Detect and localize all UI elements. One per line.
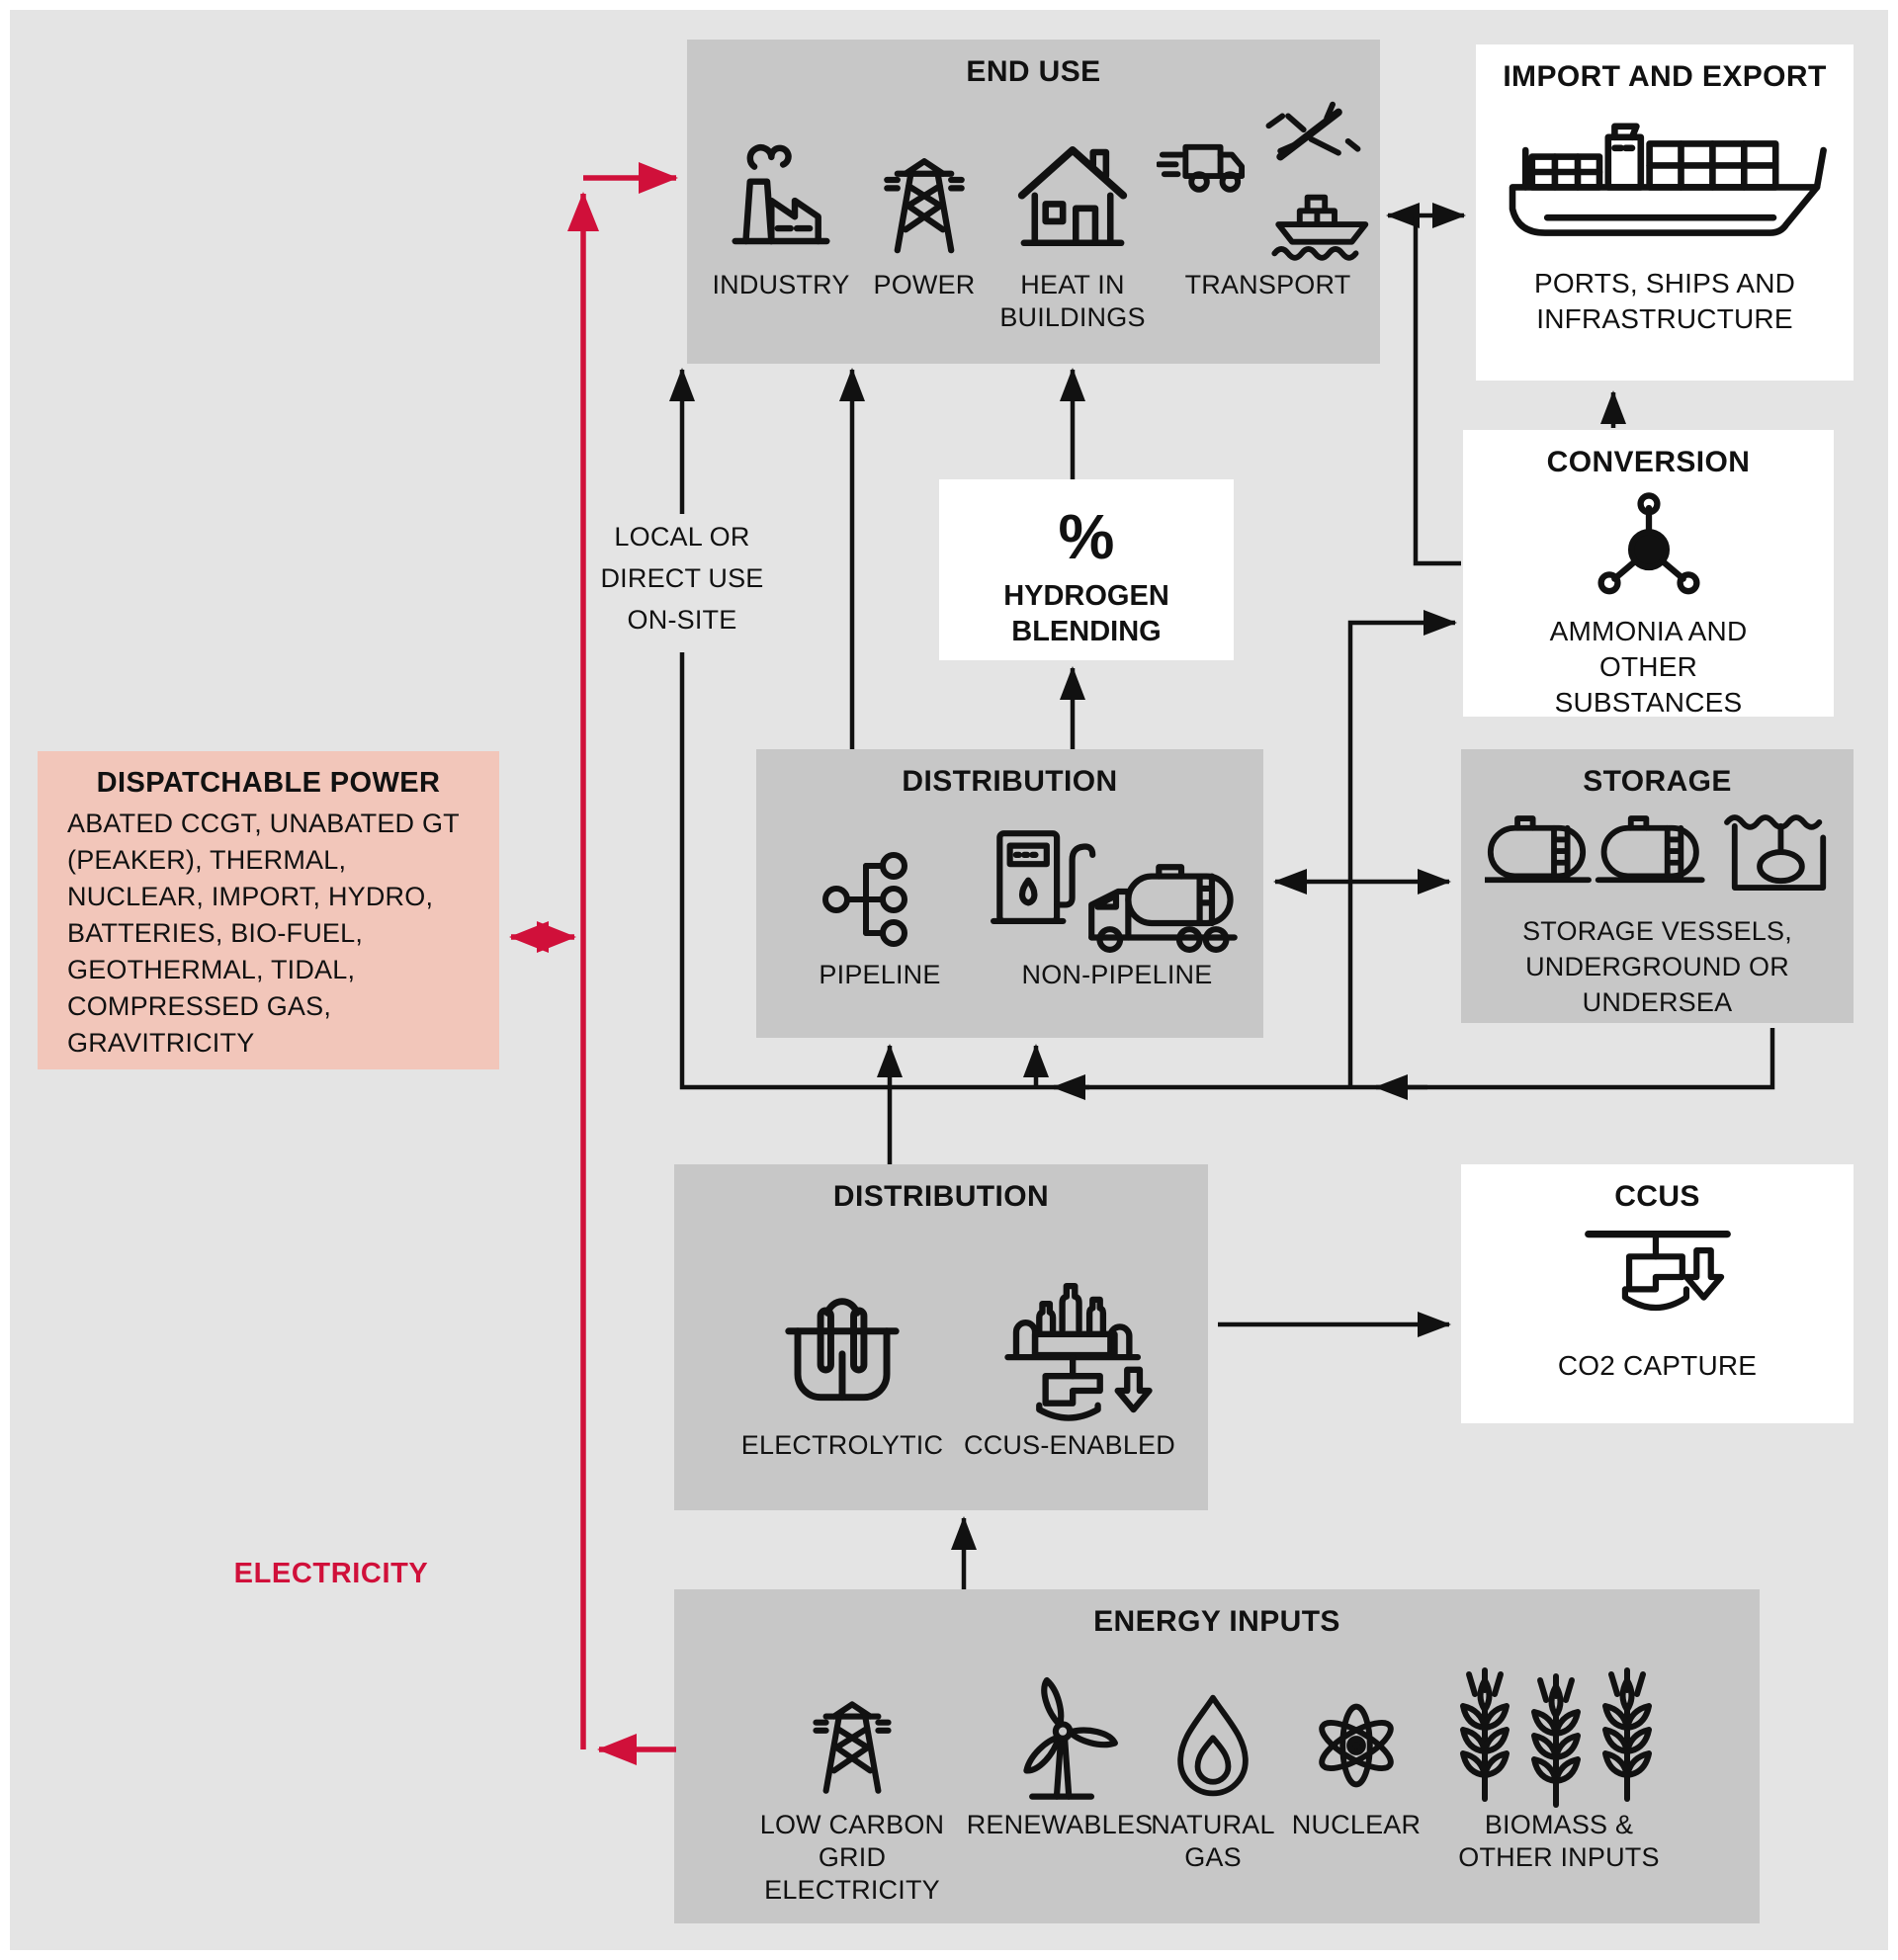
house-icon: [1002, 91, 1143, 269]
atom-icon: [1293, 1641, 1420, 1809]
biomass-label: BIOMASS & OTHER INPUTS: [1458, 1810, 1660, 1872]
storage-tanks-icon: [1461, 810, 1854, 897]
flame-icon: [1156, 1641, 1270, 1809]
container-ship-icon: [1476, 118, 1854, 248]
end-use-title: END USE: [966, 55, 1101, 88]
dispatchable-power-box: [38, 751, 499, 1069]
conversion-box: [1463, 430, 1834, 717]
conversion-title: CONVERSION: [1546, 446, 1751, 478]
electrolytic-label: ELECTROLYTIC: [740, 1430, 944, 1460]
electricity-label: ELECTRICITY: [233, 1558, 429, 1589]
nuclear-label: NUCLEAR: [1291, 1810, 1422, 1839]
hydrogen-blending-title: HYDROGEN BLENDING: [1003, 580, 1169, 647]
distribution-upper-box: [756, 749, 1263, 1038]
power-label: POWER: [873, 270, 976, 299]
renewables-label: RENEWABLES: [966, 1810, 1154, 1839]
distribution-lower-title: DISTRIBUTION: [832, 1180, 1050, 1213]
distribution-lower-box: [674, 1164, 1208, 1510]
hydrogen-blending-box: [939, 479, 1234, 660]
factory-icon: [712, 91, 850, 269]
distribution-item-electrolytic: [733, 1220, 951, 1462]
energy-item-nuclear: [1277, 1641, 1435, 1907]
import-export-caption: PORTS, SHIPS AND INFRASTRUCTURE: [1533, 268, 1796, 334]
energy-inputs-title: ENERGY INPUTS: [1093, 1605, 1340, 1638]
end-use-item-industry: [702, 91, 860, 334]
transport-label: TRANSPORT: [1184, 270, 1351, 299]
pylon-icon: [862, 91, 987, 269]
local-use-label: LOCAL OR DIRECT USE ON-SITE: [600, 522, 764, 635]
energy-inputs-box: [674, 1589, 1760, 1923]
percent-icon: %: [1058, 501, 1115, 572]
dispatchable-power-body: ABATED CCGT, UNABATED GT (PEAKER), THERMAL, NUCLEAR, IMPORT, HYDRO, BATTERIES, BIO-FUEL, GEOTHERMAL, TIDAL, COMPRESSED GAS, GRAVITRICITY: [67, 809, 460, 1058]
end-use-items: [687, 91, 1380, 334]
wheat-icon: [1455, 1641, 1663, 1809]
ccus-plant-icon: [981, 1220, 1159, 1429]
distribution-item-pipeline: [786, 803, 974, 991]
pump-tanker-icon: [990, 803, 1245, 959]
end-use-box: [687, 40, 1380, 364]
ccus-enabled-label: CCUS-ENABLED: [964, 1430, 1175, 1460]
grid-electricity-label: LOW CARBON GRID ELECTRICITY: [759, 1810, 945, 1905]
co2-capture-icon: [1461, 1216, 1854, 1338]
energy-inputs-items: [674, 1641, 1760, 1907]
energy-item-biomass: [1435, 1641, 1682, 1907]
distribution-upper-items: [756, 803, 1263, 991]
heat-label: HEAT IN BUILDINGS: [999, 270, 1146, 332]
pipeline-label: PIPELINE: [819, 960, 941, 989]
wind-turbine-icon: [993, 1641, 1126, 1809]
non-pipeline-label: NON-PIPELINE: [1021, 960, 1213, 989]
ccus-title: CCUS: [1614, 1180, 1700, 1213]
dispatchable-power-title: DISPATCHABLE POWER: [96, 767, 441, 799]
distribution-item-nonpipeline: [974, 803, 1260, 991]
storage-box: [1461, 749, 1854, 1023]
natural-gas-label: NATURAL GAS: [1151, 1810, 1275, 1872]
industry-label: INDUSTRY: [712, 270, 850, 299]
energy-item-grid: [733, 1641, 971, 1907]
ccus-caption: CO2 CAPTURE: [1557, 1350, 1758, 1381]
end-use-item-power: [860, 91, 989, 334]
energy-item-gas: [1149, 1641, 1277, 1907]
distribution-lower-items: [674, 1220, 1208, 1462]
pylon-icon: [792, 1641, 912, 1809]
transport-icon: [1157, 91, 1379, 269]
storage-title: STORAGE: [1583, 765, 1732, 798]
storage-caption: STORAGE VESSELS, UNDERGROUND OR UNDERSEA: [1522, 916, 1792, 1017]
import-export-title: IMPORT AND EXPORT: [1503, 60, 1827, 93]
end-use-item-transport: [1157, 91, 1379, 334]
import-export-box: [1476, 44, 1854, 381]
ccus-box: [1461, 1164, 1854, 1423]
electrolyser-icon: [768, 1220, 916, 1429]
pipeline-icon: [820, 803, 939, 959]
energy-item-renewables: [966, 1641, 1154, 1907]
conversion-caption: AMMONIA AND OTHER SUBSTANCES: [1549, 616, 1748, 718]
distribution-upper-title: DISTRIBUTION: [902, 765, 1118, 798]
molecule-icon: [1463, 487, 1834, 608]
end-use-item-heat: [989, 91, 1157, 334]
distribution-item-ccus-enabled: [951, 1220, 1188, 1462]
